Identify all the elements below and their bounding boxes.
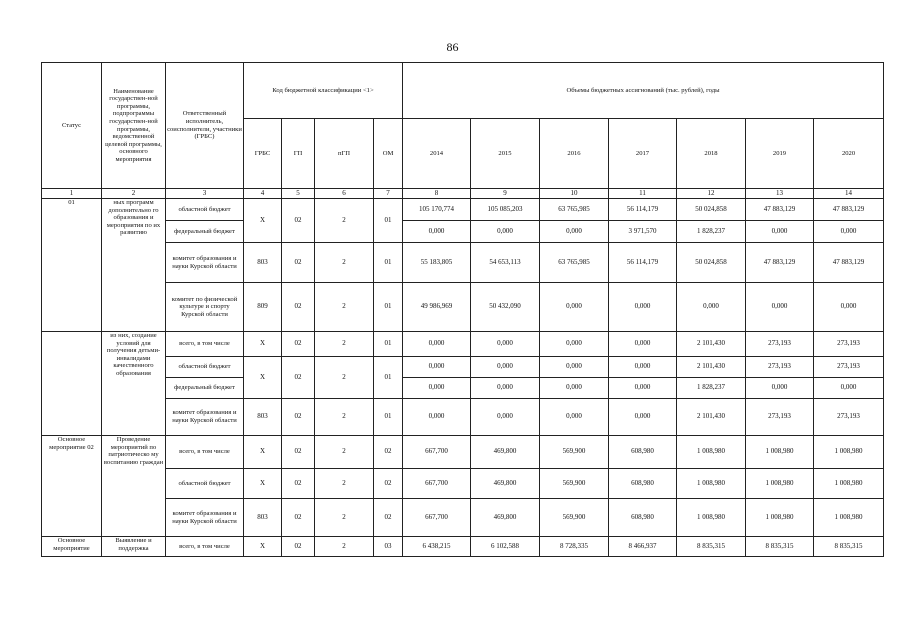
value-cell: 0,000 xyxy=(609,399,677,436)
value-cell: 0,000 xyxy=(471,221,540,243)
om-cell: 01 xyxy=(374,243,403,283)
value-cell: 8 835,315 xyxy=(814,537,884,557)
gp-cell: 02 xyxy=(282,436,315,469)
value-cell: 56 114,179 xyxy=(609,243,677,283)
table-row xyxy=(42,436,884,469)
value-cell: 608,980 xyxy=(609,499,677,537)
value-cell: 0,000 xyxy=(609,357,677,378)
table-row xyxy=(42,378,884,399)
responsible-header: Ответственный исполнитель, соисполнители, участники (ГРБС) xyxy=(166,63,244,189)
table-row xyxy=(42,357,884,378)
year-header: 2019 xyxy=(746,119,814,189)
grbs-cell: X xyxy=(244,537,282,557)
value-cell: 0,000 xyxy=(540,332,609,357)
gp-cell: 02 xyxy=(282,332,315,357)
responsible-cell: областной бюджет xyxy=(166,357,244,378)
value-cell: 1 008,980 xyxy=(814,469,884,499)
grbs-cell: X xyxy=(244,469,282,499)
index-row xyxy=(42,189,884,199)
status-cell: Основное мероприятие xyxy=(42,537,102,557)
value-cell: 63 765,985 xyxy=(540,243,609,283)
value-cell: 54 653,113 xyxy=(471,243,540,283)
value-cell: 469,800 xyxy=(471,499,540,537)
pgp-cell: 2 xyxy=(315,332,374,357)
value-cell: 273,193 xyxy=(814,332,884,357)
responsible-cell: всего, в том числе xyxy=(166,537,244,557)
budget-table xyxy=(41,62,884,557)
index-cell: 14 xyxy=(814,189,884,199)
value-cell: 47 883,129 xyxy=(746,199,814,221)
value-cell: 1 008,980 xyxy=(746,436,814,469)
pgp-cell: 2 xyxy=(315,436,374,469)
table-row xyxy=(42,399,884,436)
name-cell: Проведение мероприятий по патриотическо му воспитанию граждан xyxy=(102,436,166,537)
gp-header: ГП xyxy=(282,119,315,189)
value-cell: 50 024,858 xyxy=(677,243,746,283)
table-row xyxy=(42,221,884,243)
om-cell: 01 xyxy=(374,399,403,436)
status-header: Статус xyxy=(42,63,102,189)
pgp-cell: 2 xyxy=(315,469,374,499)
value-cell: 2 101,430 xyxy=(677,357,746,378)
index-cell: 8 xyxy=(403,189,471,199)
value-cell: 0,000 xyxy=(677,283,746,332)
status-cell xyxy=(42,332,102,436)
responsible-cell: комитет по физической культуре и спорту Курской области xyxy=(166,283,244,332)
om-cell: 02 xyxy=(374,499,403,537)
table-row xyxy=(42,283,884,332)
index-cell: 4 xyxy=(244,189,282,199)
value-cell: 569,900 xyxy=(540,469,609,499)
value-cell: 2 101,430 xyxy=(677,399,746,436)
value-cell: 0,000 xyxy=(746,283,814,332)
value-cell: 8 728,335 xyxy=(540,537,609,557)
value-cell: 0,000 xyxy=(746,221,814,243)
value-cell: 47 883,129 xyxy=(814,199,884,221)
index-cell: 1 xyxy=(42,189,102,199)
responsible-cell: всего, в том числе xyxy=(166,436,244,469)
status-cell: Основное мероприятие 02 xyxy=(42,436,102,537)
pgp-cell: 2 xyxy=(315,283,374,332)
gp-cell: 02 xyxy=(282,499,315,537)
value-cell: 667,700 xyxy=(403,469,471,499)
value-cell: 569,900 xyxy=(540,499,609,537)
name-cell: ных программ дополнительно го образования и мероприятия по их развитию xyxy=(102,199,166,332)
value-cell: 608,980 xyxy=(609,469,677,499)
value-cell: 8 835,315 xyxy=(746,537,814,557)
value-cell: 0,000 xyxy=(540,357,609,378)
name-cell: Выявление и поддержка xyxy=(102,537,166,557)
index-cell: 11 xyxy=(609,189,677,199)
value-cell: 469,800 xyxy=(471,469,540,499)
grbs-cell: 803 xyxy=(244,399,282,436)
gp-cell: 02 xyxy=(282,537,315,557)
index-cell: 13 xyxy=(746,189,814,199)
value-cell: 0,000 xyxy=(540,378,609,399)
table-row xyxy=(42,537,884,557)
value-cell: 0,000 xyxy=(403,399,471,436)
year-header: 2020 xyxy=(814,119,884,189)
responsible-cell: федеральный бюджет xyxy=(166,378,244,399)
om-cell: 03 xyxy=(374,537,403,557)
year-header: 2018 xyxy=(677,119,746,189)
grbs-cell: 803 xyxy=(244,499,282,537)
grbs-cell: X xyxy=(244,357,282,399)
value-cell: 1 008,980 xyxy=(746,469,814,499)
value-cell: 273,193 xyxy=(746,399,814,436)
responsible-cell: областной бюджет xyxy=(166,199,244,221)
pgp-header: пГП xyxy=(315,119,374,189)
om-cell: 02 xyxy=(374,436,403,469)
grbs-cell: 809 xyxy=(244,283,282,332)
index-cell: 6 xyxy=(315,189,374,199)
value-cell: 1 008,980 xyxy=(677,499,746,537)
value-cell: 0,000 xyxy=(403,357,471,378)
value-cell: 3 971,570 xyxy=(609,221,677,243)
om-cell: 01 xyxy=(374,199,403,243)
year-header: 2016 xyxy=(540,119,609,189)
value-cell: 0,000 xyxy=(403,378,471,399)
value-cell: 105 170,774 xyxy=(403,199,471,221)
value-cell: 6 102,588 xyxy=(471,537,540,557)
value-cell: 50 432,090 xyxy=(471,283,540,332)
responsible-cell: областной бюджет xyxy=(166,469,244,499)
code-group-header: Код бюджетной классификации <1> xyxy=(244,63,403,119)
gp-cell: 02 xyxy=(282,469,315,499)
pgp-cell: 2 xyxy=(315,243,374,283)
responsible-cell: комитет образования и науки Курской области xyxy=(166,499,244,537)
pgp-cell: 2 xyxy=(315,537,374,557)
value-cell: 569,900 xyxy=(540,436,609,469)
gp-cell: 02 xyxy=(282,199,315,243)
value-cell: 8 835,315 xyxy=(677,537,746,557)
value-cell: 0,000 xyxy=(609,283,677,332)
grbs-header: ГРБС xyxy=(244,119,282,189)
table-row xyxy=(42,332,884,357)
gp-cell: 02 xyxy=(282,283,315,332)
gp-cell: 02 xyxy=(282,399,315,436)
volume-group-header: Объемы бюджетных ассигнований (тыс. рублей), годы xyxy=(403,63,884,119)
page-number: 86 xyxy=(446,40,459,54)
grbs-cell: X xyxy=(244,436,282,469)
value-cell: 0,000 xyxy=(609,378,677,399)
value-cell: 469,800 xyxy=(471,436,540,469)
index-cell: 12 xyxy=(677,189,746,199)
table-row xyxy=(42,199,884,221)
status-cell: 01 xyxy=(42,199,102,332)
name-cell: из них, создание условий для получения детьми-инвалидами качественного образования xyxy=(102,332,166,436)
value-cell: 1 008,980 xyxy=(746,499,814,537)
value-cell: 0,000 xyxy=(471,357,540,378)
value-cell: 8 466,937 xyxy=(609,537,677,557)
pgp-cell: 2 xyxy=(315,199,374,243)
value-cell: 1 008,980 xyxy=(814,499,884,537)
index-cell: 5 xyxy=(282,189,315,199)
grbs-cell: X xyxy=(244,199,282,243)
value-cell: 50 024,858 xyxy=(677,199,746,221)
value-cell: 105 085,203 xyxy=(471,199,540,221)
value-cell: 0,000 xyxy=(403,332,471,357)
value-cell: 6 438,215 xyxy=(403,537,471,557)
value-cell: 1 008,980 xyxy=(677,436,746,469)
value-cell: 608,980 xyxy=(609,436,677,469)
value-cell: 56 114,179 xyxy=(609,199,677,221)
value-cell: 273,193 xyxy=(814,357,884,378)
value-cell: 47 883,129 xyxy=(746,243,814,283)
index-cell: 2 xyxy=(102,189,166,199)
value-cell: 0,000 xyxy=(609,332,677,357)
om-cell: 02 xyxy=(374,469,403,499)
om-cell: 01 xyxy=(374,283,403,332)
index-cell: 10 xyxy=(540,189,609,199)
value-cell: 0,000 xyxy=(814,283,884,332)
responsible-cell: всего, в том числе xyxy=(166,332,244,357)
value-cell: 0,000 xyxy=(746,378,814,399)
table-row xyxy=(42,469,884,499)
index-cell: 3 xyxy=(166,189,244,199)
pgp-cell: 2 xyxy=(315,399,374,436)
value-cell: 0,000 xyxy=(540,399,609,436)
value-cell: 1 828,237 xyxy=(677,221,746,243)
value-cell: 55 183,805 xyxy=(403,243,471,283)
om-header: ОМ xyxy=(374,119,403,189)
value-cell: 0,000 xyxy=(403,221,471,243)
responsible-cell: комитет образования и науки Курской области xyxy=(166,243,244,283)
header-row-1 xyxy=(42,63,884,119)
value-cell: 1 828,237 xyxy=(677,378,746,399)
value-cell: 0,000 xyxy=(814,378,884,399)
value-cell: 0,000 xyxy=(814,221,884,243)
index-cell: 9 xyxy=(471,189,540,199)
value-cell: 63 765,985 xyxy=(540,199,609,221)
value-cell: 0,000 xyxy=(471,378,540,399)
year-header: 2015 xyxy=(471,119,540,189)
value-cell: 273,193 xyxy=(814,399,884,436)
value-cell: 273,193 xyxy=(746,357,814,378)
om-cell: 01 xyxy=(374,357,403,399)
value-cell: 1 008,980 xyxy=(814,436,884,469)
pgp-cell: 2 xyxy=(315,357,374,399)
value-cell: 2 101,430 xyxy=(677,332,746,357)
index-cell: 7 xyxy=(374,189,403,199)
value-cell: 49 986,969 xyxy=(403,283,471,332)
value-cell: 1 008,980 xyxy=(677,469,746,499)
responsible-cell: комитет образования и науки Курской области xyxy=(166,399,244,436)
table-row xyxy=(42,499,884,537)
responsible-cell: федеральный бюджет xyxy=(166,221,244,243)
value-cell: 667,700 xyxy=(403,499,471,537)
value-cell: 0,000 xyxy=(471,332,540,357)
value-cell: 0,000 xyxy=(471,399,540,436)
value-cell: 47 883,129 xyxy=(814,243,884,283)
om-cell: 01 xyxy=(374,332,403,357)
year-header: 2017 xyxy=(609,119,677,189)
year-header: 2014 xyxy=(403,119,471,189)
value-cell: 667,700 xyxy=(403,436,471,469)
name-header: Наименование государствен-ной программы, подпрограммы государствен-ной программы, ведомственной целевой программы, основного мероприятия xyxy=(102,63,166,189)
grbs-cell: 803 xyxy=(244,243,282,283)
value-cell: 0,000 xyxy=(540,221,609,243)
value-cell: 273,193 xyxy=(746,332,814,357)
gp-cell: 02 xyxy=(282,243,315,283)
pgp-cell: 2 xyxy=(315,499,374,537)
table-row xyxy=(42,243,884,283)
grbs-cell: X xyxy=(244,332,282,357)
gp-cell: 02 xyxy=(282,357,315,399)
value-cell: 0,000 xyxy=(540,283,609,332)
